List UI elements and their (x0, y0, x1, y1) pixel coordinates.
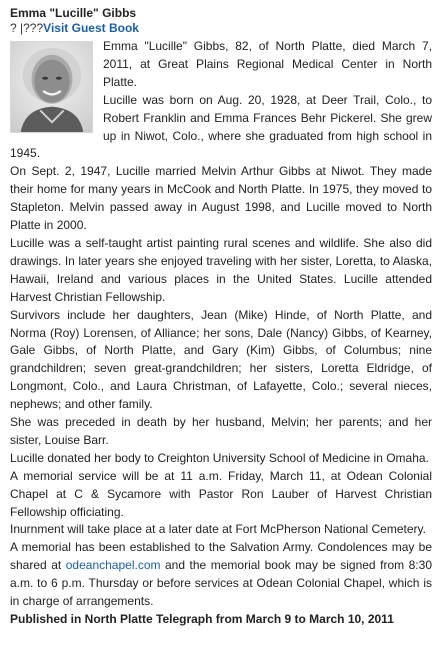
paragraph-4: Lucille was a self-taught artist painting rural scenes and wildlife. She also did drawings. In later years she enjoyed traveling with her sister, Loretta, to Alaska, Hawaii, Ireland and various places in the United States. Lucille attended Harvest Christian Fellowship. (10, 235, 432, 304)
paragraph-3: On Sept. 2, 1947, Lucille married Melvin Arthur Gibbs at Niwot. They made their home for many years in McCook and North Platte. In 1975, they moved to Stapleton. Melvin passed away in August 1998, and Lucille moved to North Platte in 2000. (10, 164, 432, 233)
paragraph-7: Lucille donated her body to Creighton University School of Medicine in Omaha. (10, 450, 429, 465)
paragraph-10-before-link: A memorial has been established to the Salvation Army. Condolences may be shared at (10, 540, 432, 573)
paragraph-9: Inurnment will take place at a later date at Fort McPherson National Cemetery. (10, 522, 426, 537)
portrait-image (11, 42, 92, 132)
paragraph-6: She was preceded in death by her husband, Melvin; her parents; and her sister, Louise Barr. (10, 415, 432, 447)
paragraph-2: Lucille was born on Aug. 20, 1928, at Deer Trail, Colo., to Robert Franklin and Emma Frances Behr Pickerel. She grew up in Niwot, Colo., where she graduated from high school in 1945. (10, 92, 432, 161)
odeanchapel-link[interactable]: odeanchapel.com (65, 558, 161, 573)
paragraph-10 (10, 539, 432, 611)
broken-icon-glyphs: ? |??? (10, 21, 44, 35)
published-notice: Published in North Platte Telegraph from March 9 to March 10, 2011 (10, 612, 394, 626)
visit-guest-book-link[interactable]: Visit Guest Book (43, 21, 139, 35)
obituary-body (10, 38, 432, 629)
deceased-name: Emma "Lucille" Gibbs (10, 6, 137, 20)
paragraph-8: A memorial service will be at 11 a.m. Friday, March 11, at Odean Colonial Chapel at C & Sycamore with Pastor Ron Lauber of Harvest Christian Fellowship officiating. (10, 468, 432, 519)
portrait-photo (10, 41, 93, 133)
paragraph-10-after-link: and the memorial book may be signed from 8:30 a.m. to 6 p.m. Thursday or before services at Odean Colonial Chapel, which is in charge of arrangements. (10, 558, 432, 609)
guestbook-line (10, 21, 432, 36)
paragraph-1: Emma "Lucille" Gibbs, 82, of North Platte, died March 7, 2011, at Great Plains Regional Medical Center in North Platte. (103, 39, 432, 89)
paragraph-5: Survivors include her daughters, Jean (Mike) Hinde, of North Platte, and Norma (Roy) Lorensen, of Alliance; her sons, Dale (Nancy) Gibbs, of Kearney, Gale Gibbs, of North Platte, and Gary (Kim) Gibbs, of Columbus; nine grandchildren; seven great-grandchildren; her sisters, Loretta Eldridge, of Longmont, Colo., and Laura Christman, of Lafayette, Colo.; several nieces, nephews; and other family. (10, 307, 432, 412)
